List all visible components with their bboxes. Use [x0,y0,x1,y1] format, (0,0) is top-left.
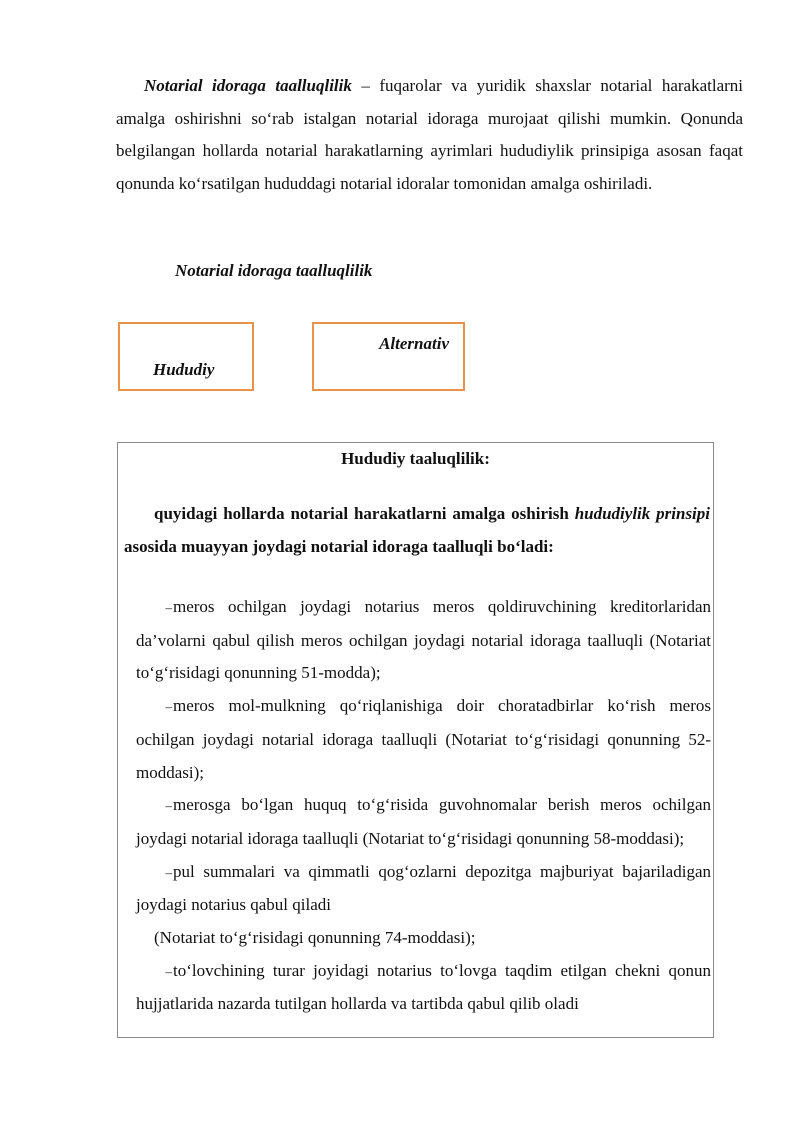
dash-bullet: – [165,798,172,814]
panel-title: Hududiy taaluqlilik: [341,449,490,468]
panel-intro-after: asosida muayyan joydagi notarial idoraga taalluqli bo‘ladi: [124,537,554,556]
diagram-box-alternativ [312,322,465,391]
diagram-box-label: Hududiy [153,360,215,379]
list-item [136,690,711,789]
dash-bullet: – [165,963,172,979]
panel-intro-emphasis: hududiylik prinsipi [574,504,711,523]
list-item-text: merosga bo‘lgan huquq to‘g‘risida guvohnomalar berish meros ochilgan joydagi notarial idoraga taalluqli (Notariat to‘g‘risidagi qonunning 58-moddasi); [136,795,711,848]
list-item-reference: (Notariat to‘g‘risidagi qonunning 74-moddasi); [154,928,476,948]
list-item-text: to‘lovchining turar joyidagi notarius to‘lovga taqdim etilgan chekni qonun hujjatlarida nazarda tutilgan hollarda va tartibda qabul qilib oladi [136,960,711,1014]
intro-text: – fuqarolar va yuridik shaxslar notarial harakatlarni amalga oshirishni so‘rab istalgan notarial idoraga murojaat qilishi mumkin. Qonunda belgilangan hollarda notarial harakatlarning ayrimlari hududiylik prinsipiga asosan faqat qonunda ko‘rsatilgan hududdagi notarial idoralar tomonidan amalga oshiriladi. [116,76,743,193]
list-item-text: meros ochilgan joydagi notarius meros qoldiruvchining kreditorlaridan da’volarni qabul qilish meros ochilgan joydagi notarial idoraga taalluqli (Notariat to‘g‘risidagi qonunning 51-modda); [136,597,711,683]
dash-bullet: – [165,699,172,715]
diagram-title: Notarial idoraga taalluqlilik [175,261,373,280]
list-item-text: meros mol-mulkning qo‘riqlanishiga doir choratadbirlar ko‘rish meros ochilgan joydagi notarial idoraga taalluqli (Notariat to‘g‘risidagi qonunning 52-moddasi); [136,696,711,782]
list-item [136,789,711,855]
intro-term: Notarial idoraga taalluqlilik [144,76,352,95]
dash-bullet: – [165,864,172,880]
intro-paragraph [116,70,743,200]
dash-bullet: – [165,600,172,615]
diagram-box-hududiy [118,322,254,391]
territorial-panel [117,442,714,1038]
list-item-text: pul summalari va qimmatli qog‘ozlarni depozitga majburiyat bajariladigan joydagi notarius qabul qiladi [136,861,711,915]
list-item [136,955,711,1021]
list-item [136,591,711,690]
panel-intro-before: quyidagi hollarda notarial harakatlarni amalga oshirish [154,504,575,523]
diagram-box-label: Alternativ [379,334,449,353]
list-item [136,856,711,955]
rules-list [136,591,711,1021]
panel-intro [124,497,710,563]
